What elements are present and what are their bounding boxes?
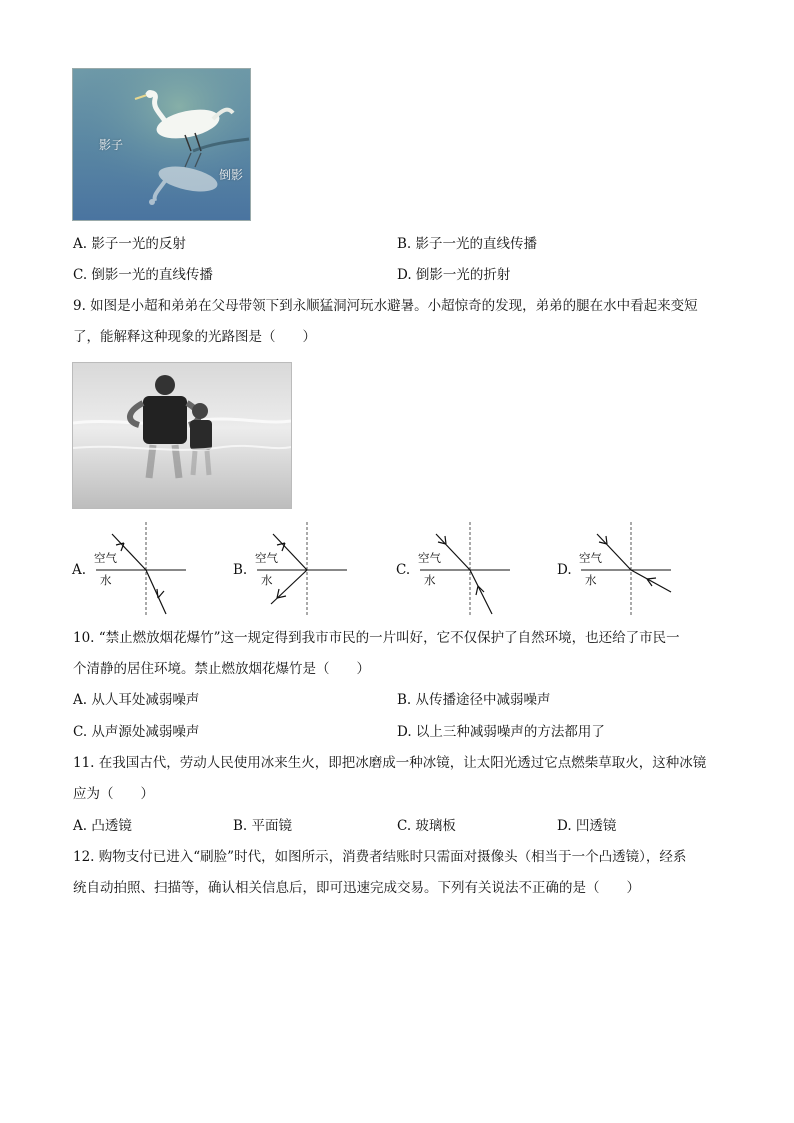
q10-option-b[interactable]: B. 从传播途径中减弱噪声 bbox=[397, 692, 551, 708]
q10-question-line-1: 10. “禁止燃放烟花爆竹”这一规定得到我市市民的一片叫好，它不仅保护了自然环境，也还给了市民一 bbox=[73, 630, 680, 646]
q9-question-line-1: 9. 如图是小超和弟弟在父母带领下到永顺猛洞河玩水避暑。小超惊奇的发现，弟弟的腿在水中看起来变短 bbox=[73, 298, 698, 314]
ray-option-c-letter: C. bbox=[396, 562, 411, 578]
ray-diagram-c[interactable] bbox=[396, 518, 546, 618]
shadow-label: 影子 bbox=[99, 138, 124, 152]
ray-diagram-d[interactable] bbox=[557, 518, 707, 618]
q10-option-a[interactable]: A. 从人耳处减弱噪声 bbox=[73, 692, 200, 708]
q10-question-line-2: 个清静的居住环境。禁止燃放烟花爆竹是（ ） bbox=[73, 661, 370, 677]
swimmers-photo bbox=[72, 362, 292, 509]
ray-diagram-c-svg bbox=[414, 518, 544, 618]
ray-option-a-letter: A. bbox=[72, 562, 87, 578]
ray-diagram-a-svg bbox=[90, 518, 220, 618]
ray-diagram-b[interactable] bbox=[233, 518, 383, 618]
q9-question-line-2: 了，能解释这种现象的光路图是（ ） bbox=[73, 329, 316, 345]
air-label: 空气 bbox=[94, 551, 117, 565]
q8-option-d[interactable]: D. 倒影一光的折射 bbox=[397, 267, 511, 283]
ray-diagram-a[interactable] bbox=[72, 518, 222, 618]
reflection-label: 倒影 bbox=[219, 168, 244, 182]
q10-option-d[interactable]: D. 以上三种减弱噪声的方法都用了 bbox=[397, 724, 605, 740]
q11-option-c[interactable]: C. 玻璃板 bbox=[397, 818, 456, 834]
air-label: 空气 bbox=[579, 551, 602, 565]
q11-question-line-2: 应为（ ） bbox=[73, 786, 154, 802]
water-label: 水 bbox=[424, 573, 436, 587]
air-label: 空气 bbox=[255, 551, 278, 565]
q11-option-a[interactable]: A. 凸透镜 bbox=[73, 818, 132, 834]
ray-option-d-letter: D. bbox=[557, 562, 572, 578]
q8-option-b[interactable]: B. 影子一光的直线传播 bbox=[397, 236, 538, 252]
q11-option-d[interactable]: D. 凹透镜 bbox=[557, 818, 617, 834]
swimmers-photo-graphic bbox=[73, 363, 291, 508]
q12-question-line-2: 统自动拍照、扫描等，确认相关信息后，即可迅速完成交易。下列有关说法不正确的是（ ） bbox=[73, 880, 640, 896]
egret-photo bbox=[72, 68, 251, 221]
water-label: 水 bbox=[261, 573, 273, 587]
q12-question-line-1: 12. 购物支付已进入“刷脸”时代，如图所示，消费者结账时只需面对摄像头（相当于一个凸透镜），经系 bbox=[73, 849, 687, 865]
ray-option-b-letter: B. bbox=[233, 562, 248, 578]
q8-option-c[interactable]: C. 倒影一光的直线传播 bbox=[73, 267, 213, 283]
water-label: 水 bbox=[100, 573, 112, 587]
air-label: 空气 bbox=[418, 551, 441, 565]
q11-question-line-1: 11. 在我国古代，劳动人民使用冰来生火，即把冰磨成一种冰镜，让太阳光透过它点燃柴草取火，这种冰镜 bbox=[73, 755, 707, 771]
ray-diagram-d-svg bbox=[575, 518, 705, 618]
q8-option-a[interactable]: A. 影子一光的反射 bbox=[73, 236, 186, 252]
ray-diagram-b-svg bbox=[251, 518, 381, 618]
q11-option-b[interactable]: B. 平面镜 bbox=[233, 818, 293, 834]
water-label: 水 bbox=[585, 573, 597, 587]
q10-option-c[interactable]: C. 从声源处减弱噪声 bbox=[73, 724, 200, 740]
